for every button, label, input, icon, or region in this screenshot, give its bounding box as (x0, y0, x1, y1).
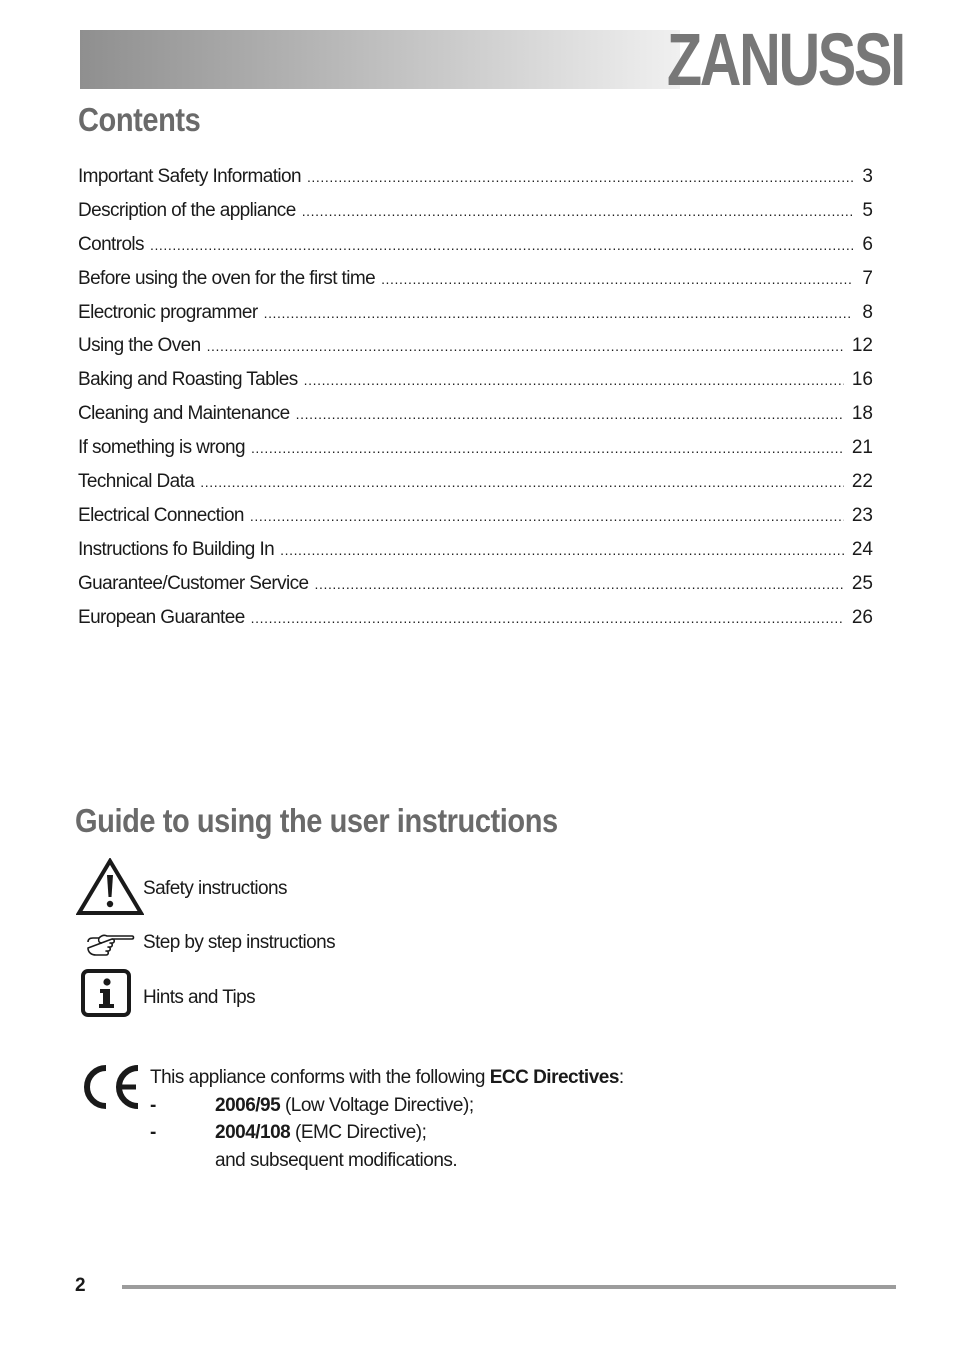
toc-entry[interactable] (78, 166, 873, 200)
toc-entry-title: Instructions fo Building In (78, 538, 275, 560)
toc-entry[interactable] (78, 403, 873, 437)
toc-entry-title: Description of the appliance (78, 199, 296, 221)
toc-leader-dots (302, 200, 853, 222)
toc-leader-dots (251, 437, 844, 459)
toc-entry-page: 8 (862, 301, 873, 323)
toc-entry-page: 3 (862, 166, 873, 187)
toc-leader-dots (381, 268, 853, 290)
directive-item: - 2004/108 (EMC Directive); (150, 1122, 427, 1143)
toc-entry[interactable] (78, 607, 873, 641)
toc-entry[interactable] (78, 302, 873, 336)
toc-leader-dots (207, 335, 844, 357)
toc-entry-title: Baking and Roasting Tables (78, 369, 298, 391)
directive-code: 2004/108 (215, 1122, 291, 1143)
toc-entry-title: Electronic programmer (78, 301, 258, 323)
directive-desc: (Low Voltage Directive); (280, 1094, 474, 1116)
toc-entry-title: European Guarantee (78, 606, 245, 628)
toc-entry-page: 5 (862, 199, 873, 221)
toc-entry-page: 6 (862, 233, 873, 255)
toc-entry[interactable] (78, 539, 873, 573)
toc-entry[interactable] (78, 437, 873, 471)
conformity-closing: and subsequent modifications. (215, 1149, 458, 1171)
toc-leader-dots (251, 607, 844, 629)
toc-entry-title: Cleaning and Maintenance (78, 403, 290, 425)
warning-triangle-icon (76, 858, 144, 921)
legend-label-safety: Safety instructions (143, 878, 287, 899)
legend-label-steps: Step by step instructions (143, 932, 335, 953)
toc-leader-dots (307, 166, 853, 188)
info-icon (80, 968, 132, 1023)
toc-entry[interactable] (78, 234, 873, 268)
toc-entry-title: Guarantee/Customer Service (78, 572, 309, 594)
header-gradient-bar (80, 30, 680, 89)
toc-entry-page: 26 (851, 606, 873, 628)
toc-entry-title: Controls (78, 233, 144, 255)
toc-entry-title: Important Safety Information (78, 166, 301, 187)
toc-entry-page: 24 (851, 538, 873, 560)
toc-leader-dots (200, 471, 844, 493)
toc-leader-dots (304, 369, 844, 391)
conformity-intro: This appliance conforms with the following ECC Directives: (150, 1067, 624, 1088)
toc-entry-title: Before using the oven for the first time (78, 267, 376, 289)
toc-entry[interactable] (78, 471, 873, 505)
toc-entry[interactable] (78, 369, 873, 403)
toc-entry[interactable] (78, 505, 873, 539)
directive-code: 2006/95 (215, 1094, 281, 1116)
toc-entry-page: 18 (851, 403, 873, 425)
toc-leader-dots (264, 302, 853, 324)
toc-leader-dots (314, 573, 843, 595)
toc-entry[interactable] (78, 335, 873, 369)
directive-type: ECC Directives (489, 1067, 619, 1088)
directive-desc: (EMC Directive); (290, 1122, 427, 1143)
contents-heading: Contents (78, 101, 201, 138)
toc-entry-page: 23 (851, 504, 873, 526)
toc-entry-page: 22 (851, 471, 873, 493)
toc-leader-dots (250, 505, 844, 527)
toc-leader-dots (150, 234, 853, 256)
toc-entry[interactable] (78, 573, 873, 607)
brand-logo: ZANUSSI (667, 18, 904, 101)
toc-entry-page: 12 (851, 335, 873, 357)
directive-item: - 2006/95 (Low Voltage Directive); (150, 1094, 474, 1116)
toc-entry-title: Using the Oven (78, 335, 201, 357)
toc-entry[interactable] (78, 200, 873, 234)
toc-entry-title: Electrical Connection (78, 504, 244, 526)
toc-entry-title: If something is wrong (78, 437, 245, 459)
page-number: 2 (75, 1275, 86, 1296)
ce-mark-icon (78, 1064, 142, 1115)
toc-leader-dots (296, 403, 844, 425)
guide-heading: Guide to using the user instructions (75, 802, 558, 839)
toc-entry-page: 25 (851, 572, 873, 594)
legend-label-hints: Hints and Tips (143, 987, 255, 1008)
toc-leader-dots (280, 539, 844, 561)
conformity-statement (150, 1067, 624, 1177)
toc-entry-page: 21 (851, 437, 873, 459)
footer-rule (122, 1285, 896, 1289)
toc-entry[interactable] (78, 268, 873, 302)
toc-entry-page: 16 (851, 369, 873, 391)
toc-entry-title: Technical Data (78, 471, 195, 493)
pointing-hand-icon (86, 933, 136, 966)
toc-entry-page: 7 (862, 267, 873, 289)
table-of-contents (78, 166, 873, 640)
